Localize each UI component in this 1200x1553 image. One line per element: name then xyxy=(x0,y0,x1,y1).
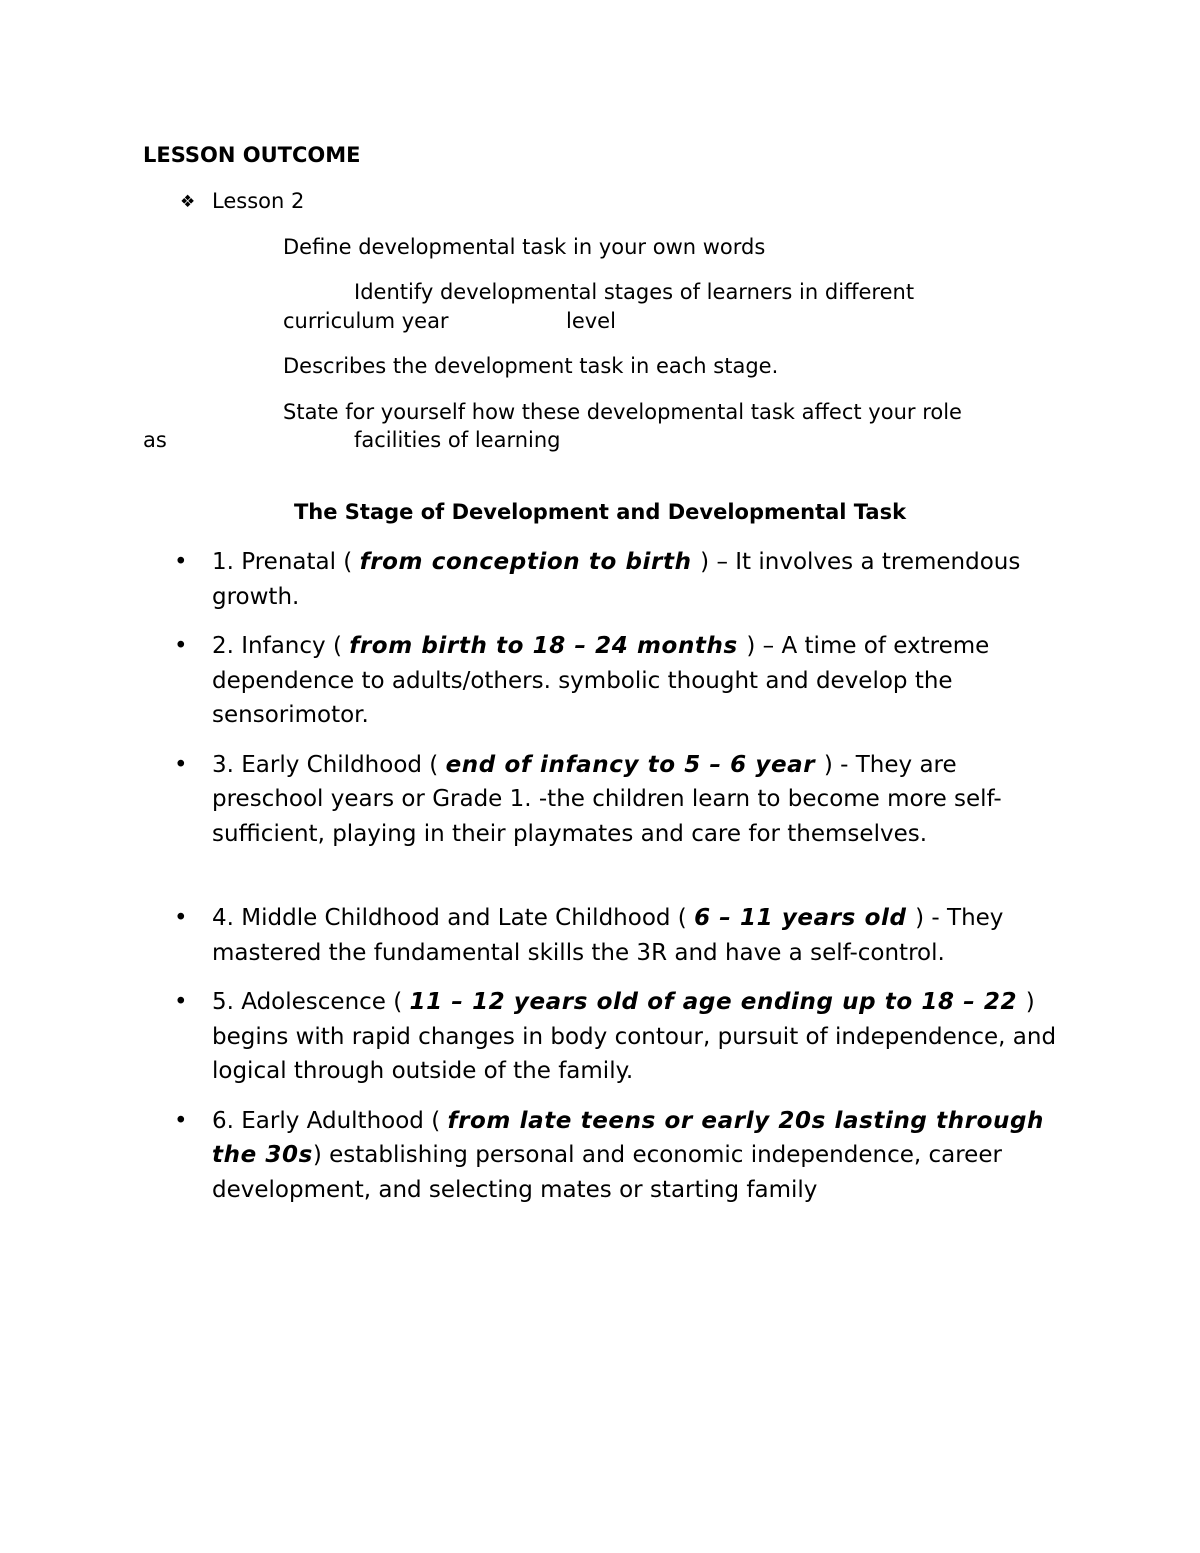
objective-identify-line1: Identify developmental stages of learners in different xyxy=(354,280,915,304)
objective-state-line2: facilities of learning xyxy=(354,428,561,452)
lesson-label: Lesson 2 xyxy=(212,189,305,213)
bullet-icon: • xyxy=(174,633,188,659)
lesson-item xyxy=(180,189,304,213)
stage-item-adolescence: • 5. Adolescence ( 11 – 12 years old of age ending up to 18 – 22 ) begins with rapid changes in body contour, pursuit of independence, and logical through outside of the family. xyxy=(172,985,1062,1089)
stage-item-prenatal: • 1. Prenatal ( from conception to birth ) – It involves a tremendous growth. xyxy=(172,545,1062,614)
bullet-icon: • xyxy=(174,989,188,1015)
lesson-outcome-heading: LESSON OUTCOME xyxy=(143,143,361,167)
stages-list xyxy=(172,545,1062,1222)
objective-state-as: as xyxy=(143,428,167,452)
section-title: The Stage of Development and Developmental Task xyxy=(293,500,907,524)
bullet-icon: • xyxy=(174,549,188,575)
objective-identify-line2b: level xyxy=(566,309,616,333)
stage-item-infancy: • 2. Infancy ( from birth to 18 – 24 months ) – A time of extreme dependence to adults/others. symbolic thought and develop the sensorimotor. xyxy=(172,629,1062,733)
diamond-bullet-icon: ❖ xyxy=(180,192,196,212)
objective-describe: Describes the development task in each stage. xyxy=(283,354,779,378)
bullet-icon: • xyxy=(174,1107,188,1134)
objective-identify-line2a: curriculum year xyxy=(283,309,449,333)
bullet-icon: • xyxy=(174,751,188,778)
stage-item-early-childhood: • 3. Early Childhood ( end of infancy to 5 – 6 year ) - They are preschool years or Grade 1. -the children learn to become more self-sufficient, playing in their playmates and care for themselves. xyxy=(172,748,1062,852)
stage-item-early-adulthood: • 6. Early Adulthood ( from late teens or early 20s lasting through the 30s) establishing personal and economic independence, career development, and selecting mates or starting family xyxy=(172,1104,1062,1208)
stage-item-middle-late-childhood: • 4. Middle Childhood and Late Childhood ( 6 – 11 years old ) - They mastered the fundamental skills the 3R and have a self-control. xyxy=(172,901,1062,970)
bullet-icon: • xyxy=(174,905,188,931)
objective-state-line1: State for yourself how these developmental task affect your role xyxy=(283,400,962,424)
objective-define: Define developmental task in your own words xyxy=(283,235,766,259)
